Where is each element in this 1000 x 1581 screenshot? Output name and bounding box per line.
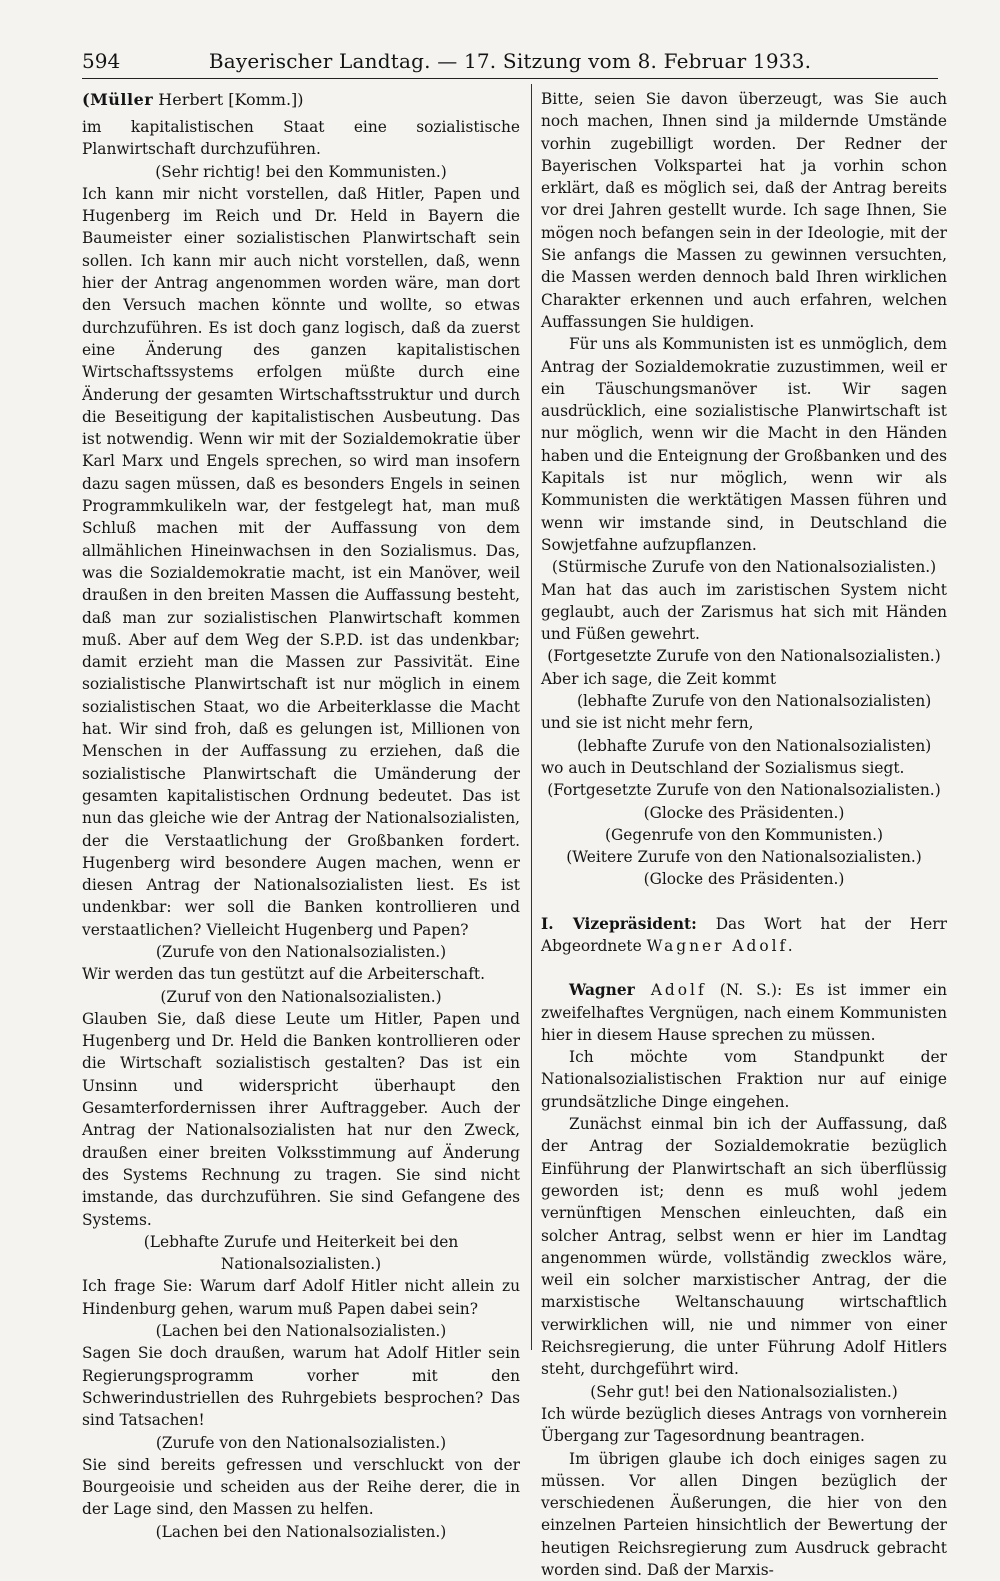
interjection: (Zuruf von den Nationalsozialisten.) [160,987,442,1006]
running-head: Bayerischer Landtag. — 17. Sitzung vom 8. Februar 1933. [208,49,812,73]
paragraph: wo auch in Deutschland der Sozialismus siegt. [541,758,905,777]
interjection: (Lebhafte Zurufe und Heiterkeit bei den Nationalsozialisten.) [143,1232,459,1274]
interjection: (Weitere Zurufe von den Nationalsozialisten.) [566,848,922,867]
interjection: (Zurufe von den Nationalsozialisten.) [155,1433,447,1452]
vice-president-statement [541,913,947,958]
paragraph: Ich kann mir nicht vorstellen, daß Hitler, Papen und Hugenberg im Reich und Dr. Held in Bayern die Baumeister einer sozialistischen Planwirtschaft sein sollen. Ich kann mir auch nicht vorstellen, daß, wenn hier der Antrag angenommen worden wäre, man dort den Versuch machen könnte und wollte, so etwas durchzuführen. Es ist doch ganz logisch, daß da zuerst eine Änderung des ganzen kapitalistischen Wirtschaftssystems erfolgen müßte durch eine Änderung der gesamten Wirtschaftsstruktur und durch die Beseitigung der kapitalistischen Ausbeutung. Das ist notwendig. Wenn wir mit der Sozialdemokratie über Karl Marx und Engels sprechen, so wird man insofern dazu sagen müssen, daß es besonders Engels in seinen Programmkulikeln war, der festgelegt hat, man muß Schluß machen mit der Auffassung von dem allmählichen Hineinwachsen in den Sozialismus. Das, was die Sozialdemokratie macht, ist ein Manöver, weil draußen in den breiten Massen die Auffassung besteht, daß man zur sozialistischen Planwirtschaft kommen muß. Aber auf dem Weg der S.P.D. ist das undenkbar; damit erzieht man die Massen zur Passivität. Eine sozialistische Planwirtschaft ist nur möglich in einem sozialistischen Staat, wo die Arbeiterklasse die Macht hat. Wir sind froh, daß es gelungen ist, Millionen von Menschen in der Auffassung zu erziehen, daß die sozialistische Planwirtschaft die Umänderung der gesamten kapitalistischen Ordnung bedeutet. Das ist nun das gleiche wie der Antrag der Nationalsozialisten, der die Verstaatlichung der Großbanken fordert. Hugenberg wird besondere Augen machen, wenn er diesen Antrag der Nationalsozialisten liest. Es ist undenkbar: wer soll die Banken kontrollieren und verstaatlichen? Vielleicht Hugenberg und Papen? [82,184,520,939]
paragraph: Im übrigen glaube ich doch einiges sagen zu müssen. Vor allen Dingen bezüglich der verschiedenen Äußerungen, die hier von den einzelnen Parteien hinsichtlich der Bewertung der heutigen Reichsregierung zum Ausdruck gebracht worden sind. Daß der Marxis- [541,1449,947,1579]
paragraph: Sie sind bereits gefressen und verschluckt von der Bourgeoisie und scheiden aus der Reihe derer, die in der Lage sind, den Massen zu helfen. [82,1455,520,1519]
paragraph: Ich frage Sie: Warum darf Adolf Hitler nicht allein zu Hindenburg gehen, warum muß Papen dabei sein? [82,1277,520,1318]
paragraph: und sie ist nicht mehr fern, [541,714,754,733]
speaker-name: Wagner [569,981,635,1000]
interjection: (lebhafte Zurufe von den Nationalsozialisten) [577,692,932,711]
interjection: (Fortgesetzte Zurufe von den Nationalsozialisten.) [547,781,941,800]
paragraph: im kapitalistischen Staat eine sozialistische Planwirtschaft durchzuführen. [82,118,520,159]
paragraph: Man hat das auch im zaristischen System nicht geglaubt, auch der Zarismus hat sich mit Händen und Füßen gewehrt. [541,580,947,644]
interjection: (Lachen bei den Nationalsozialisten.) [155,1522,447,1541]
paragraph: Aber ich sage, die Zeit kommt [541,669,777,688]
interjection: (Lachen bei den Nationalsozialisten.) [155,1322,447,1341]
interjection: (lebhafte Zurufe von den Nationalsozialisten) [577,736,932,755]
interjection: (Fortgesetzte Zurufe von den Nationalsozialisten.) [547,647,941,666]
right-column [541,88,947,1579]
interjection: (Sehr gut! bei den Nationalsozialisten.) [590,1382,898,1401]
speech-opening-text: (N. S.): Es ist immer ein zweifelhaftes Vergnügen, nach einem Kommunisten hier in diesem Hause sprechen zu müssen. [541,981,947,1044]
interjection: (Zurufe von den Nationalsozialisten.) [155,942,447,961]
paragraph: Für uns als Kommunisten ist es unmöglich, dem Antrag der Sozialdemokratie zuzustimmen, weil er ein Täuschungsmanöver ist. Wir sagen ausdrücklich, eine sozialistische Planwirtschaft ist nur möglich, wenn wir die Macht in den Händen haben und die Enteignung der Großbanken und des Kapitals ist nur möglich, wenn wir als Kommunisten die werktätigen Massen führen und wenn wir imstande sind, in Deutschland die Sowjetfahne aufzupflanzen. [541,335,947,554]
interjection: (Sehr richtig! bei den Kommunisten.) [155,162,447,181]
paragraph: Sagen Sie doch draußen, warum hat Adolf Hitler sein Regierungsprogramm vorher mit den Schwerindustriellen des Ruhrgebiets besprochen? Das sind Tatsachen! [82,1344,520,1430]
section-gap [541,957,947,979]
left-column [82,88,520,1541]
page-number: 594 [82,49,121,73]
speaker-first-name: Adolf [634,981,707,1000]
speech-opening [541,979,947,1046]
vice-president-text: Das Wort hat der Herr Abgeordnete [541,914,947,955]
paragraph: Zunächst einmal bin ich der Auffassung, daß der Antrag der Sozialdemokratie bezüglich Einführung der Planwirtschaft an sich überflüssig geworden ist; denn es muß wohl jedem vernünftigen Menschen einleuchten, daß ein solcher Antrag, selbst wenn er hier im Landtag angenommen würde, vollständig zwecklos wäre, weil ein solcher marxistischer Antrag, der die marxistische Weltanschauung wirtschaftlich verwirklichen will, nie und nimmer von einer Reichsregierung, die unter Führung Adolf Hitlers steht, durchgeführt wird. [541,1115,947,1379]
paragraph: Wir werden das tun gestützt auf die Arbeiterschaft. [82,965,486,984]
speaker-continuation-tag [82,88,520,112]
paragraph: Glauben Sie, daß diese Leute um Hitler, Papen und Hugenberg und Dr. Held die Banken kontrollieren oder die Wirtschaft sozialistisch gestalten? Das ist ein Unsinn und widerspricht überhaupt den Gesamterfordernissen ihrer Auftraggeber. Auch der Antrag der Nationalsozialisten hat nur den Zweck, draußen einer breiten Volksstimmung auf Änderung des Systems Rechnung zu tragen. Sie sind nicht imstande, das durchzuführen. Sie sind Gefangene des Systems. [82,1009,520,1229]
speaker-tag-name: (Müller [82,90,154,109]
page-header [82,48,938,79]
speaker-tag-rest: Herbert [Komm.]) [153,90,304,109]
section-gap [541,891,947,913]
speaker-called-name: Wagner Adolf. [646,936,796,955]
paragraph: Ich würde bezüglich dieses Antrags von vornherein Übergang zur Tagesordnung beantragen. [541,1404,947,1446]
vice-president-role: I. Vizepräsident: [541,914,697,933]
interjection: (Stürmische Zurufe von den Nationalsozialisten.) [551,558,937,577]
interjection: (Glocke des Präsidenten.) [643,803,845,822]
column-divider [531,84,532,1350]
paragraph: Bitte, seien Sie davon überzeugt, was Sie auch noch machen, Ihnen sind ja mildernde Umstände vorhin zugebilligt worden. Der Redner der Bayerischen Volkspartei hat ja vorhin schon erklärt, daß es möglich sei, daß der Antrag bereits vor drei Jahren gestellt wurde. Ich sage Ihnen, Sie mögen noch befangen sein in der Ideologie, mit der Sie anfangs die Massen zu gewinnen versuchten, die Massen werden dennoch bald Ihren wirklichen Charakter erkennen und auch erfahren, welchen Auffassungen Sie huldigen. [541,90,947,331]
interjection: (Gegenrufe von den Kommunisten.) [604,825,884,844]
paragraph: Ich möchte vom Standpunkt der Nationalsozialistischen Fraktion nur auf einige grundsätzliche Dinge eingehen. [541,1048,947,1111]
interjection: (Glocke des Präsidenten.) [643,870,845,889]
